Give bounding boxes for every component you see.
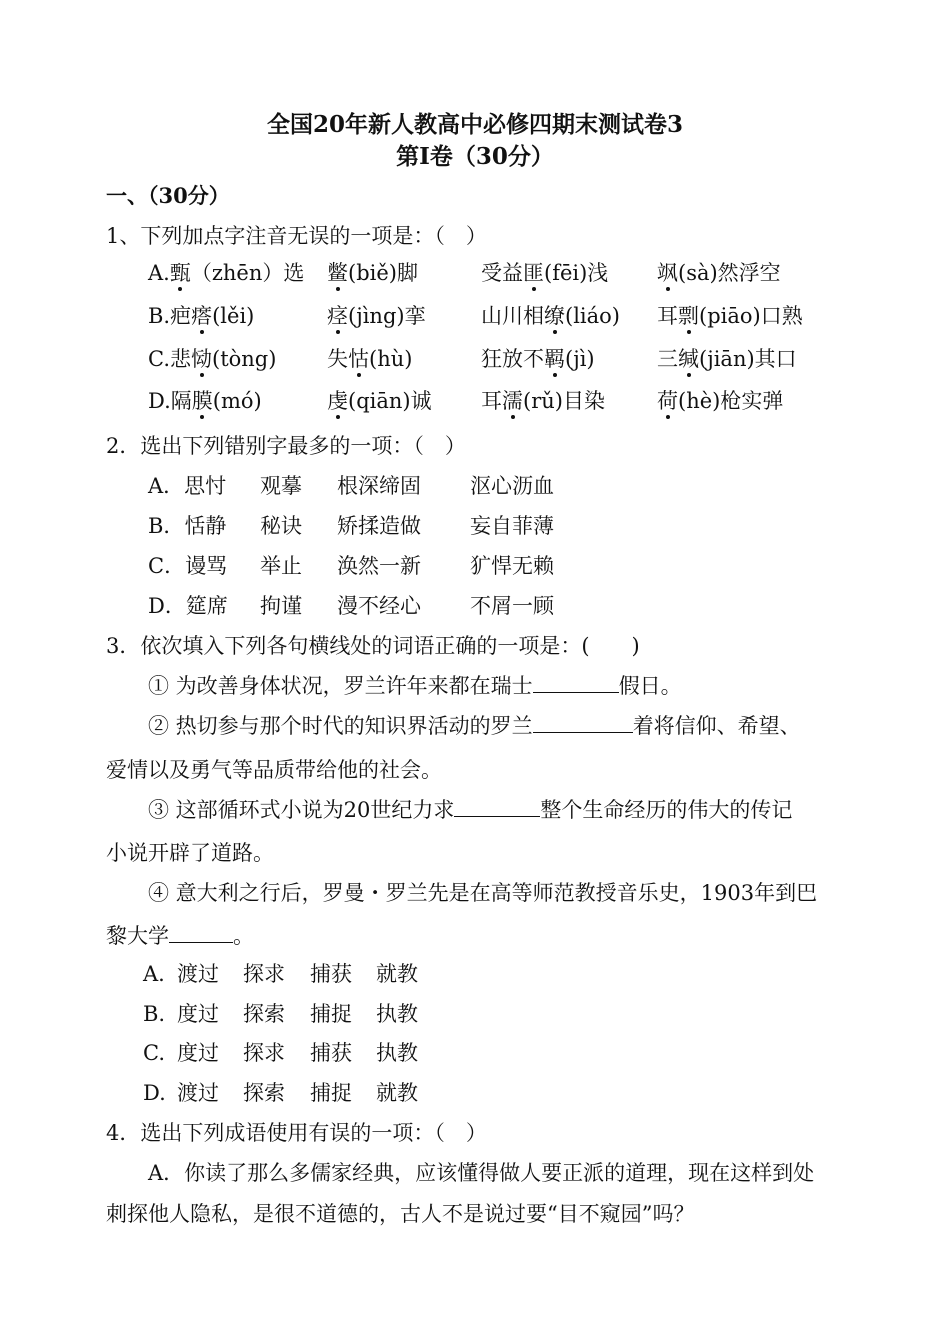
q3-option-cell: 探求 xyxy=(243,1041,285,1065)
q1-option-cell: 三缄(jiān)其口 xyxy=(657,347,797,371)
sentence-text: ② 热切参与那个时代的知识界活动的罗兰 xyxy=(148,714,533,738)
q3-option-cell: 度过 xyxy=(177,1041,219,1065)
q2-option-cell: B．恬静 xyxy=(148,514,227,538)
q1-option-cell: 飒(sà)然浮空 xyxy=(657,261,781,285)
emphasis-dot-char: 缄 xyxy=(678,347,699,371)
fill-blank xyxy=(169,922,233,943)
q3-option-cell: 渡过 xyxy=(177,962,219,986)
document-title: 全国20年新人教高中必修四期末测试卷3 xyxy=(266,111,683,138)
q3-option-cell: A. xyxy=(143,962,165,986)
q3-option-cell: 渡过 xyxy=(177,1081,219,1105)
q1-option-cell: 荷(hè)枪实弹 xyxy=(657,389,784,413)
emphasis-dot-char: 荷 xyxy=(657,389,678,413)
sentence-text: 。 xyxy=(233,924,254,948)
emphasis-dot-char: 甄 xyxy=(169,261,191,285)
q2-option-cell: C．谩骂 xyxy=(148,554,228,578)
q1-option-cell: 耳濡(rǔ)目染 xyxy=(481,389,605,413)
sentence-text: 黎大学 xyxy=(106,924,169,948)
question-3-sentence-4: ④ 意大利之行后，罗曼・罗兰先是在高等师范教授音乐史，1903年到巴 xyxy=(148,881,818,905)
emphasis-dot-char: 匪 xyxy=(523,261,544,285)
q2-option-cell: 沤心沥血 xyxy=(470,474,554,498)
emphasis-dot-char: 羁 xyxy=(544,347,565,371)
q2-option-cell: 拘谨 xyxy=(260,594,302,618)
q3-option-cell: 探求 xyxy=(243,962,285,986)
q3-option-cell: 探索 xyxy=(243,1002,285,1026)
emphasis-dot-char: 飒 xyxy=(657,261,678,285)
question-4-option-a-line2 xyxy=(106,1200,694,1228)
sentence-text: ① 为改善身体状况，罗兰许年来都在瑞士 xyxy=(148,674,533,698)
q1-option-cell: D.隔膜(mó) xyxy=(148,389,262,413)
q2-option-cell: 不屑一顾 xyxy=(470,594,554,618)
emphasis-dot-char: 膜 xyxy=(191,389,213,413)
q3-option-cell: 捕捉 xyxy=(310,1002,352,1026)
fill-blank xyxy=(454,796,540,817)
q3-option-cell: D. xyxy=(143,1081,166,1105)
sentence-text: 整个生命经历的伟大的传记 xyxy=(540,798,793,822)
emphasis-dot-char: 鳖 xyxy=(327,261,348,285)
q2-option-cell: 漫不经心 xyxy=(337,594,421,618)
q3-option-cell: 探索 xyxy=(243,1081,285,1105)
fill-blank xyxy=(533,672,619,693)
emphasis-dot-char: 怙 xyxy=(348,347,369,371)
q2-option-cell: D．筵席 xyxy=(148,594,228,618)
q2-option-cell: 矫揉造做 xyxy=(337,514,421,538)
sentence-text: ③ 这部循环式小说为20世纪力求 xyxy=(148,798,455,822)
q2-option-cell: 举止 xyxy=(260,554,302,578)
q2-option-cell: 犷悍无赖 xyxy=(470,554,554,578)
emphasis-dot-char: 濡 xyxy=(502,389,523,413)
q3-option-cell: 就教 xyxy=(376,1081,418,1105)
q1-option-cell: 狂放不羁(jì) xyxy=(481,347,595,371)
emphasis-dot-char: 恸 xyxy=(191,347,212,371)
q1-option-cell: 失怙(hù) xyxy=(327,347,413,371)
emphasis-dot-char: 虔 xyxy=(327,389,348,413)
question-3-sentence-4-cont xyxy=(106,922,254,950)
q1-option-cell: 受益匪(fēi)浅 xyxy=(481,261,609,285)
q3-option-cell: 执教 xyxy=(376,1041,418,1065)
question-4-stem: 4．选出下列成语使用有误的一项：（ ） xyxy=(106,1121,487,1145)
q2-option-cell: 妄自菲薄 xyxy=(470,514,554,538)
emphasis-dot-char: 瘩 xyxy=(191,304,213,328)
emphasis-dot-char: 痉 xyxy=(327,304,348,328)
q2-option-cell: 根深缔固 xyxy=(337,474,421,498)
question-3-stem: 3．依次填入下列各句横线处的词语正确的一项是：( ) xyxy=(106,634,640,658)
sentence-text: 刺探他人隐私，是很不道德的，古人不是说过要“目不窥园”吗？ xyxy=(106,1202,695,1226)
q2-option-cell: A．思忖 xyxy=(148,474,227,498)
q3-option-cell: 执教 xyxy=(376,1002,418,1026)
question-3-sentence-3 xyxy=(148,796,792,824)
q1-option-cell: 鳖(biě)脚 xyxy=(327,261,418,285)
part-title: 第Ⅰ卷（30分） xyxy=(396,143,554,170)
question-3-sentence-1 xyxy=(148,672,682,700)
q3-option-cell: 度过 xyxy=(177,1002,219,1026)
q3-option-cell: 捕捉 xyxy=(310,1081,352,1105)
question-3-sentence-2 xyxy=(148,712,801,740)
q2-option-cell: 涣然一新 xyxy=(337,554,421,578)
q3-option-cell: 捕获 xyxy=(310,1041,352,1065)
emphasis-dot-char: 剽 xyxy=(678,304,699,328)
question-4-option-a-line1: A．你读了那么多儒家经典，应该懂得做人要正派的道理，现在这样到处 xyxy=(148,1161,815,1185)
q1-option-cell: 虔(qiān)诚 xyxy=(327,389,432,413)
q2-option-cell: 秘诀 xyxy=(260,514,302,538)
q3-option-cell: 捕获 xyxy=(310,962,352,986)
question-1-stem: 1、下列加点字注音无误的一项是：（ ） xyxy=(106,224,487,248)
q3-option-cell: C. xyxy=(143,1041,165,1065)
q1-option-cell: A.甄（zhēn）选 xyxy=(148,261,305,285)
emphasis-dot-char: 缭 xyxy=(544,304,565,328)
q3-option-cell: 就教 xyxy=(376,962,418,986)
question-2-stem: 2．选出下列错别字最多的一项：（ ） xyxy=(106,434,466,458)
q3-option-cell: B. xyxy=(143,1002,166,1026)
q1-option-cell: 山川相缭(liáo) xyxy=(481,304,620,328)
question-3-sentence-3-cont: 小说开辟了道路。 xyxy=(106,841,274,865)
sentence-text: 着将信仰、希望、 xyxy=(632,714,801,738)
sentence-text: 假日。 xyxy=(618,674,682,698)
question-3-sentence-2-cont: 爱情以及勇气等品质带给他的社会。 xyxy=(106,758,442,782)
q1-option-cell: B.疤瘩(lěi) xyxy=(148,304,255,328)
q1-option-cell: 耳剽(piāo)口熟 xyxy=(657,304,803,328)
q2-option-cell: 观摹 xyxy=(260,474,302,498)
q1-option-cell: 痉(jìng)挛 xyxy=(327,304,426,328)
q1-option-cell: C.悲恸(tòng) xyxy=(148,347,277,371)
fill-blank xyxy=(533,712,633,733)
section-heading: 一、（30分） xyxy=(106,183,230,208)
